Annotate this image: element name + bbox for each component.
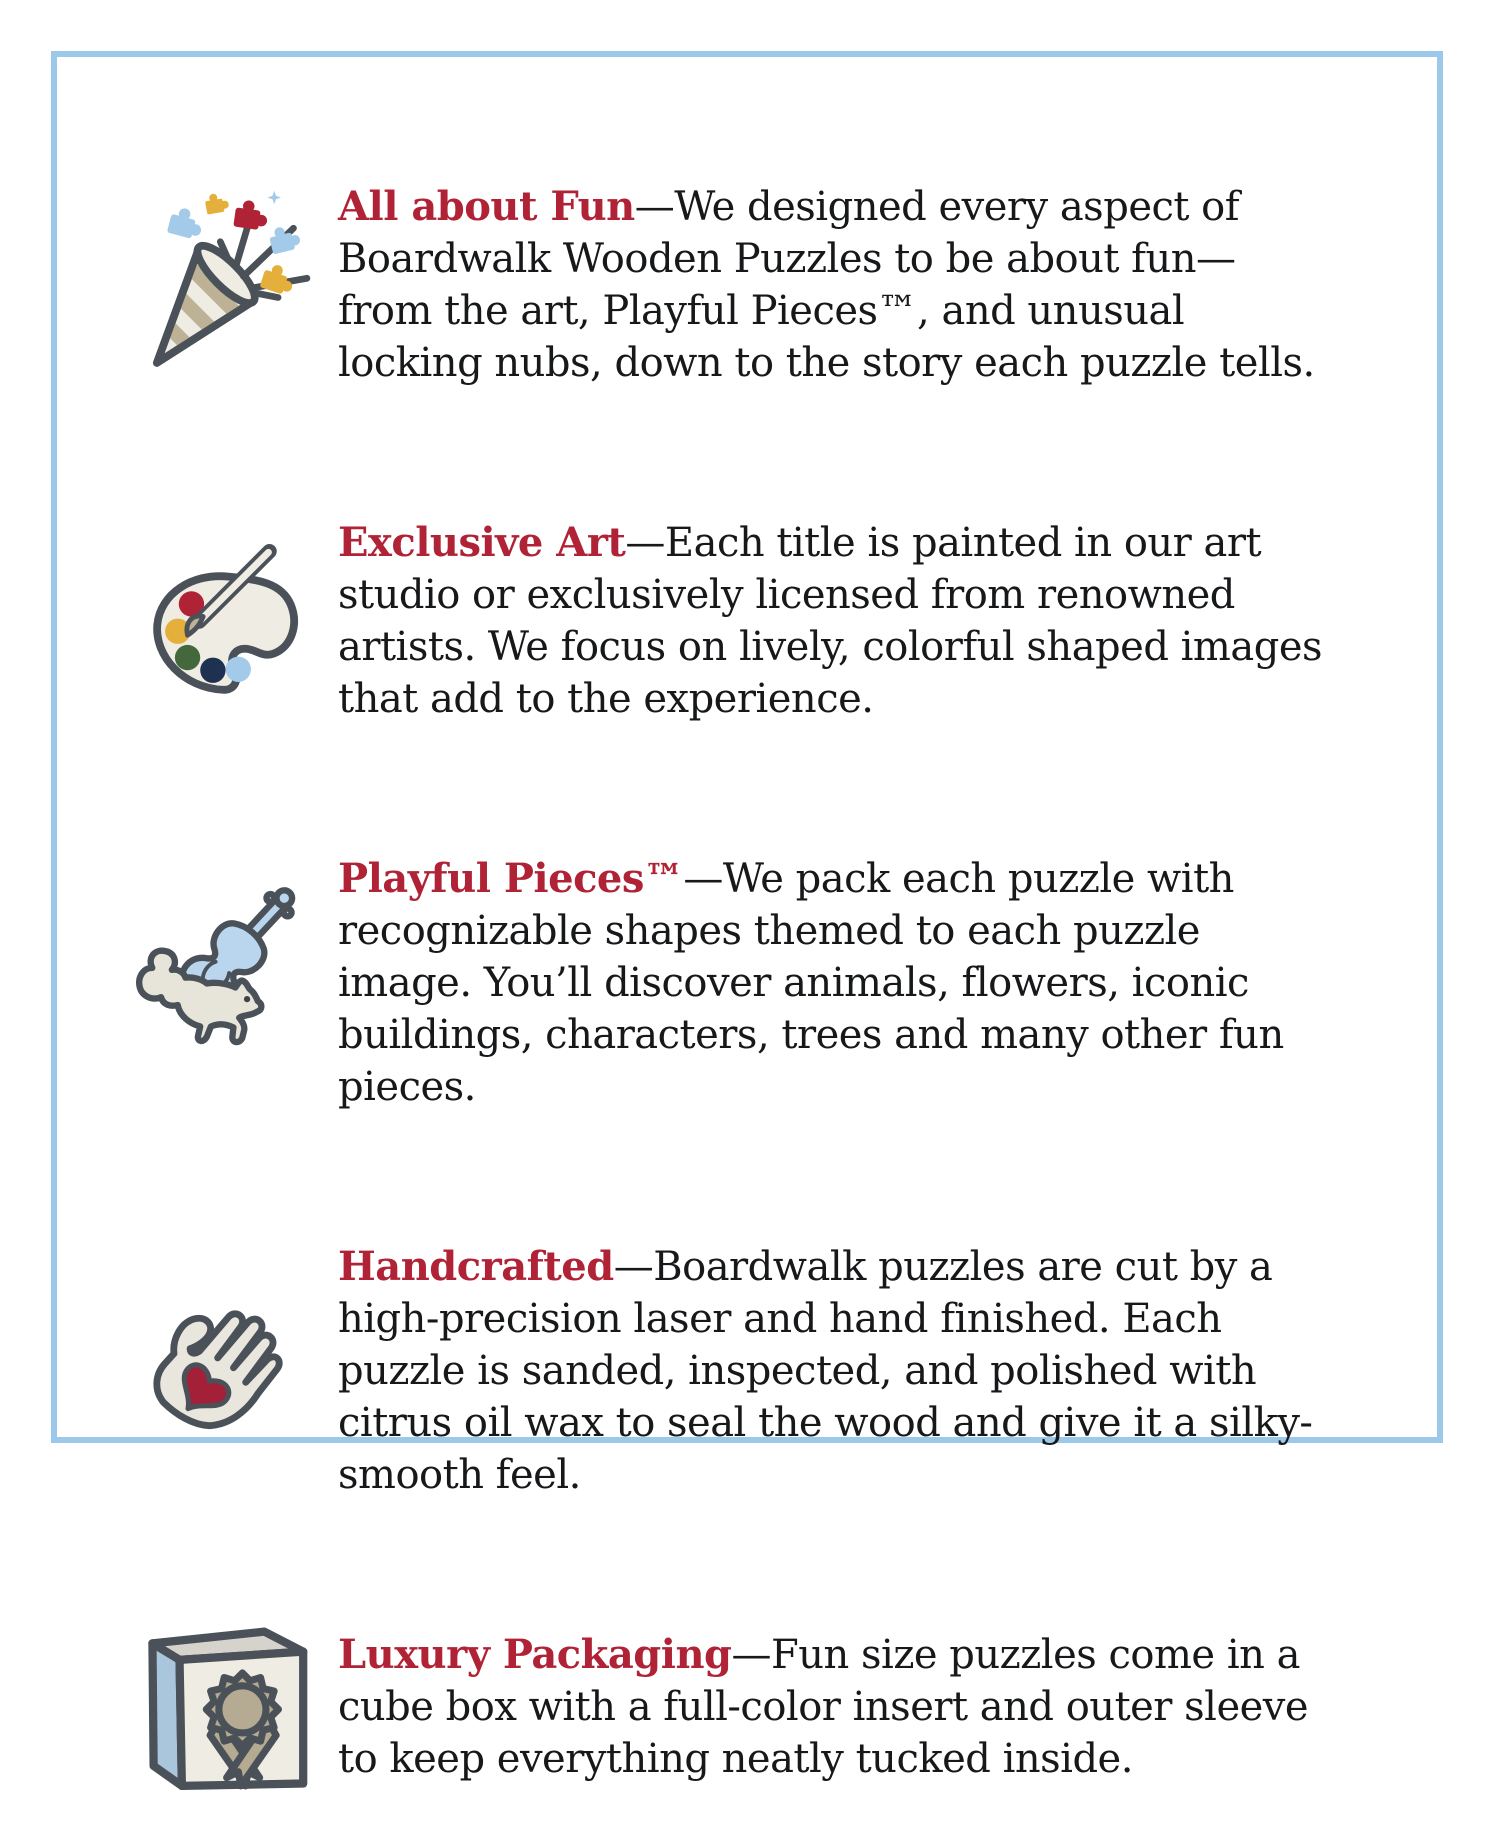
feature-panel [51, 51, 1443, 1782]
feature-body: —Fun size puzzles come in a cube box with a full-color insert and outer sleeve to keep everything neatly tucked inside. [338, 1632, 1309, 1782]
feature-row [121, 141, 1375, 429]
feature-text [336, 181, 1375, 389]
feature-title: Exclusive Art [338, 519, 626, 566]
feature-title: Handcrafted [338, 1243, 614, 1290]
feature-text [336, 853, 1375, 1113]
party-popper-icon [121, 184, 336, 386]
feature-title: Luxury Packaging [338, 1631, 732, 1678]
feature-row [121, 477, 1375, 765]
hand-heart-icon [121, 1269, 336, 1474]
feature-row [121, 1589, 1375, 1825]
feature-row [121, 813, 1375, 1153]
feature-text [336, 517, 1375, 725]
feature-body: —Boardwalk puzzles are cut by a high-precision laser and hand finished. Each puzzle is sanded, inspected, and polished with citrus oil wax to seal the wood and give it a silky-smooth feel. [338, 1244, 1313, 1498]
feature-body: —We designed every aspect of Boardwalk Wooden Puzzles to be about fun—from the art, Playful Pieces™, and unusual locking nubs, down to the story each puzzle tells. [338, 184, 1315, 386]
paint-palette-icon [121, 524, 336, 719]
feature-text [336, 1241, 1375, 1501]
squirrel-violin-puzzle-icon [121, 876, 336, 1091]
feature-body: —We pack each puzzle with recognizable shapes themed to each puzzle image. You’ll discover animals, flowers, iconic buildings, characters, trees and many other fun pieces. [338, 856, 1284, 1110]
gift-box-award-icon [121, 1601, 336, 1813]
feature-body: —Each title is painted in our art studio or exclusively licensed from renowned artists. We focus on lively, colorful shaped images that add to the experience. [338, 520, 1323, 722]
feature-title: Playful Pieces™ [338, 855, 684, 902]
feature-row [121, 1201, 1375, 1541]
feature-text [336, 1629, 1375, 1785]
feature-title: All about Fun [338, 183, 635, 230]
